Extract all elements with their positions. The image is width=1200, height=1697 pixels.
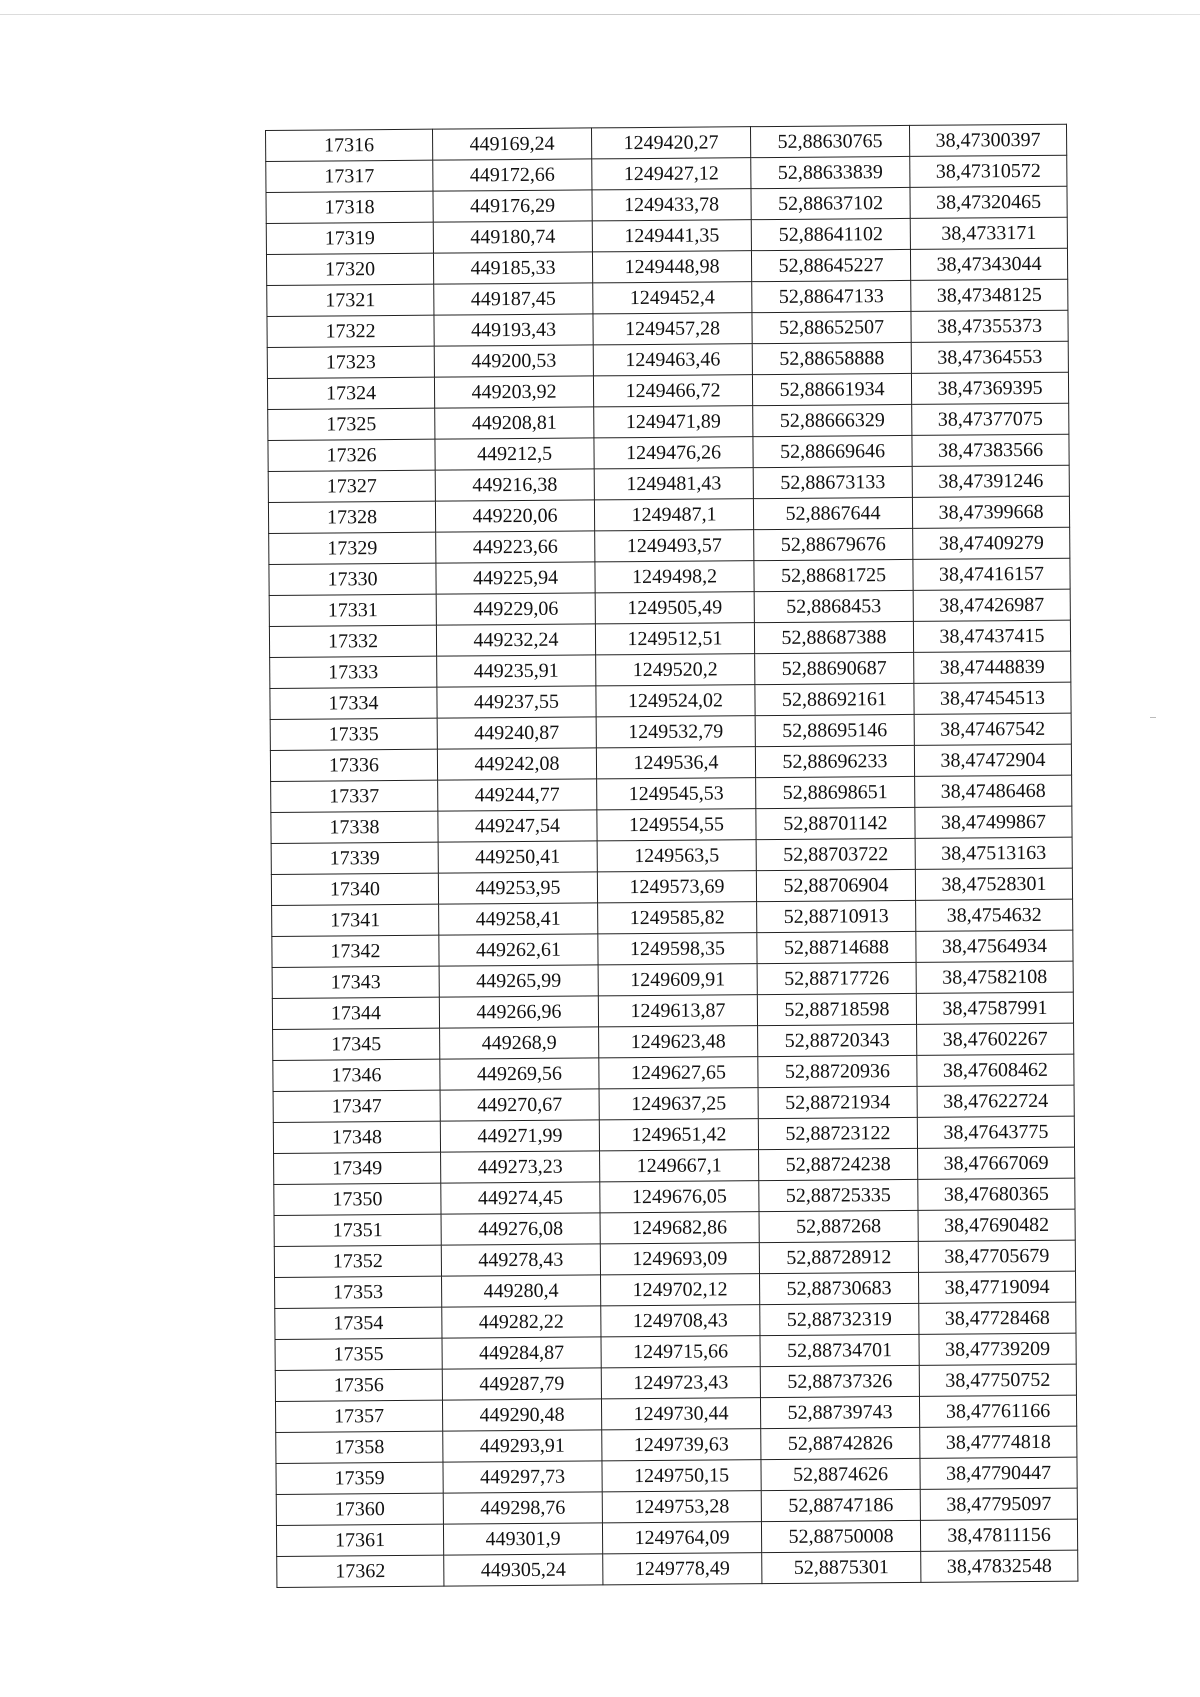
latitude-cell: 52,88630765 [750, 125, 909, 157]
y-coordinate-cell: 1249466,72 [593, 375, 752, 407]
latitude-cell: 52,88720936 [758, 1055, 917, 1087]
y-coordinate-cell: 1249573,69 [597, 871, 756, 903]
longitude-cell: 38,47310572 [910, 155, 1067, 187]
longitude-cell: 38,47774818 [920, 1426, 1077, 1458]
x-coordinate-cell: 449242,08 [437, 748, 596, 780]
longitude-cell: 38,47719094 [918, 1271, 1075, 1303]
point-number-cell: 17328 [268, 501, 435, 533]
longitude-cell: 38,47790447 [920, 1457, 1077, 1489]
y-coordinate-cell: 1249512,51 [595, 623, 754, 655]
longitude-cell: 38,47426987 [913, 589, 1070, 621]
latitude-cell: 52,88692161 [755, 683, 914, 715]
y-coordinate-cell: 1249651,42 [599, 1119, 758, 1151]
x-coordinate-cell: 449240,87 [437, 717, 596, 749]
latitude-cell: 52,88641102 [751, 218, 910, 250]
point-number-cell: 17339 [271, 842, 438, 874]
x-coordinate-cell: 449284,87 [442, 1337, 601, 1369]
longitude-cell: 38,47528301 [915, 868, 1072, 900]
point-number-cell: 17341 [272, 904, 439, 936]
latitude-cell: 52,88673133 [753, 466, 912, 498]
longitude-cell: 38,47761166 [919, 1395, 1076, 1427]
point-number-cell: 17340 [271, 873, 438, 905]
longitude-cell: 38,47454513 [914, 682, 1071, 714]
point-number-cell: 17348 [273, 1121, 440, 1153]
latitude-cell: 52,88737326 [760, 1365, 919, 1397]
x-coordinate-cell: 449212,5 [435, 438, 594, 470]
coordinates-table-body [266, 124, 1078, 1587]
longitude-cell: 38,47728468 [919, 1302, 1076, 1334]
point-number-cell: 17356 [275, 1369, 442, 1401]
x-coordinate-cell: 449247,54 [438, 810, 597, 842]
point-number-cell: 17336 [270, 749, 437, 781]
latitude-cell: 52,88681725 [754, 559, 913, 591]
x-coordinate-cell: 449223,66 [436, 531, 595, 563]
longitude-cell: 38,47467542 [914, 713, 1071, 745]
latitude-cell: 52,88742826 [761, 1427, 920, 1459]
x-coordinate-cell: 449290,48 [442, 1399, 601, 1431]
point-number-cell: 17337 [271, 780, 438, 812]
longitude-cell: 38,47705679 [918, 1240, 1075, 1272]
y-coordinate-cell: 1249730,44 [601, 1398, 760, 1430]
point-number-cell: 17327 [268, 470, 435, 502]
point-number-cell: 17360 [276, 1493, 443, 1525]
y-coordinate-cell: 1249613,87 [598, 995, 757, 1027]
point-number-cell: 17319 [266, 222, 433, 254]
latitude-cell: 52,88730683 [759, 1272, 918, 1304]
x-coordinate-cell: 449187,45 [434, 283, 593, 315]
y-coordinate-cell: 1249427,12 [592, 158, 751, 190]
latitude-cell: 52,88732319 [760, 1303, 919, 1335]
x-coordinate-cell: 449216,38 [435, 469, 594, 501]
y-coordinate-cell: 1249545,53 [597, 778, 756, 810]
y-coordinate-cell: 1249676,05 [600, 1181, 759, 1213]
latitude-cell: 52,88717726 [757, 962, 916, 994]
x-coordinate-cell: 449193,43 [434, 314, 593, 346]
y-coordinate-cell: 1249585,82 [598, 902, 757, 934]
y-coordinate-cell: 1249708,43 [601, 1305, 760, 1337]
latitude-cell: 52,88701142 [756, 807, 915, 839]
point-number-cell: 17330 [269, 563, 436, 595]
latitude-cell: 52,88706904 [756, 869, 915, 901]
longitude-cell: 38,47750752 [919, 1364, 1076, 1396]
x-coordinate-cell: 449280,4 [442, 1275, 601, 1307]
x-coordinate-cell: 449220,06 [435, 500, 594, 532]
point-number-cell: 17323 [267, 346, 434, 378]
latitude-cell: 52,8868453 [754, 590, 913, 622]
latitude-cell: 52,88703722 [756, 838, 915, 870]
point-number-cell: 17324 [267, 377, 434, 409]
x-coordinate-cell: 449250,41 [438, 841, 597, 873]
longitude-cell: 38,47343044 [910, 248, 1067, 280]
latitude-cell: 52,8875301 [762, 1551, 921, 1583]
x-coordinate-cell: 449273,23 [441, 1151, 600, 1183]
longitude-cell: 38,47409279 [913, 527, 1070, 559]
longitude-cell: 38,47622724 [917, 1085, 1074, 1117]
point-number-cell: 17362 [277, 1555, 444, 1587]
point-number-cell: 17346 [273, 1059, 440, 1091]
latitude-cell: 52,88669646 [753, 435, 912, 467]
x-coordinate-cell: 449278,43 [441, 1244, 600, 1276]
latitude-cell: 52,88658888 [752, 342, 911, 374]
latitude-cell: 52,88679676 [754, 528, 913, 560]
longitude-cell: 38,4733171 [910, 217, 1067, 249]
latitude-cell: 52,88633839 [751, 156, 910, 188]
latitude-cell: 52,88724238 [759, 1148, 918, 1180]
x-coordinate-cell: 449258,41 [439, 903, 598, 935]
longitude-cell: 38,47486468 [915, 775, 1072, 807]
y-coordinate-cell: 1249609,91 [598, 964, 757, 996]
latitude-cell: 52,88723122 [758, 1117, 917, 1149]
x-coordinate-cell: 449301,9 [443, 1523, 602, 1555]
latitude-cell: 52,88718598 [757, 993, 916, 1025]
longitude-cell: 38,47320465 [910, 186, 1067, 218]
longitude-cell: 38,47643775 [917, 1116, 1074, 1148]
point-number-cell: 17332 [269, 625, 436, 657]
y-coordinate-cell: 1249441,35 [592, 220, 751, 252]
point-number-cell: 17342 [272, 935, 439, 967]
latitude-cell: 52,88647133 [752, 280, 911, 312]
y-coordinate-cell: 1249471,89 [594, 406, 753, 438]
y-coordinate-cell: 1249739,63 [602, 1429, 761, 1461]
latitude-cell: 52,88728912 [759, 1241, 918, 1273]
x-coordinate-cell: 449287,79 [442, 1368, 601, 1400]
longitude-cell: 38,47448839 [914, 651, 1071, 683]
latitude-cell: 52,8874626 [761, 1458, 920, 1490]
y-coordinate-cell: 1249433,78 [592, 189, 751, 221]
scan-speck [1150, 717, 1156, 718]
x-coordinate-cell: 449237,55 [437, 686, 596, 718]
coordinates-table [265, 124, 1078, 1588]
latitude-cell: 52,88690687 [755, 652, 914, 684]
x-coordinate-cell: 449176,29 [433, 190, 592, 222]
longitude-cell: 38,47602267 [917, 1023, 1074, 1055]
x-coordinate-cell: 449185,33 [433, 252, 592, 284]
x-coordinate-cell: 449203,92 [434, 376, 593, 408]
longitude-cell: 38,47811156 [920, 1519, 1077, 1551]
latitude-cell: 52,88739743 [760, 1396, 919, 1428]
y-coordinate-cell: 1249487,1 [594, 499, 753, 531]
x-coordinate-cell: 449229,06 [436, 593, 595, 625]
y-coordinate-cell: 1249498,2 [595, 561, 754, 593]
longitude-cell: 38,47795097 [920, 1488, 1077, 1520]
point-number-cell: 17351 [274, 1214, 441, 1246]
y-coordinate-cell: 1249452,4 [593, 282, 752, 314]
point-number-cell: 17361 [276, 1524, 443, 1556]
latitude-cell: 52,88652507 [752, 311, 911, 343]
x-coordinate-cell: 449180,74 [433, 221, 592, 253]
point-number-cell: 17353 [275, 1276, 442, 1308]
x-coordinate-cell: 449262,61 [439, 934, 598, 966]
longitude-cell: 38,47355373 [911, 310, 1068, 342]
y-coordinate-cell: 1249524,02 [596, 685, 755, 717]
x-coordinate-cell: 449225,94 [436, 562, 595, 594]
latitude-cell: 52,88637102 [751, 187, 910, 219]
y-coordinate-cell: 1249463,46 [593, 344, 752, 376]
y-coordinate-cell: 1249667,1 [600, 1150, 759, 1182]
x-coordinate-cell: 449271,99 [440, 1120, 599, 1152]
x-coordinate-cell: 449232,24 [436, 624, 595, 656]
y-coordinate-cell: 1249554,55 [597, 809, 756, 841]
x-coordinate-cell: 449169,24 [432, 128, 591, 160]
point-number-cell: 17344 [272, 997, 439, 1029]
y-coordinate-cell: 1249764,09 [602, 1522, 761, 1554]
latitude-cell: 52,88725335 [759, 1179, 918, 1211]
point-number-cell: 17318 [266, 191, 433, 223]
point-number-cell: 17335 [270, 718, 437, 750]
y-coordinate-cell: 1249481,43 [594, 468, 753, 500]
point-number-cell: 17333 [270, 656, 437, 688]
longitude-cell: 38,47348125 [911, 279, 1068, 311]
latitude-cell: 52,88721934 [758, 1086, 917, 1118]
latitude-cell: 52,8867644 [753, 497, 912, 529]
x-coordinate-cell: 449269,56 [440, 1058, 599, 1090]
x-coordinate-cell: 449253,95 [438, 872, 597, 904]
point-number-cell: 17329 [269, 532, 436, 564]
latitude-cell: 52,88687388 [754, 621, 913, 653]
y-coordinate-cell: 1249457,28 [593, 313, 752, 345]
y-coordinate-cell: 1249682,86 [600, 1212, 759, 1244]
longitude-cell: 38,47399668 [912, 496, 1069, 528]
x-coordinate-cell: 449208,81 [435, 407, 594, 439]
longitude-cell: 38,47369395 [911, 372, 1068, 404]
longitude-cell: 38,47690482 [918, 1209, 1075, 1241]
y-coordinate-cell: 1249536,4 [596, 747, 755, 779]
longitude-cell: 38,47377075 [912, 403, 1069, 435]
longitude-cell: 38,47587991 [916, 992, 1073, 1024]
latitude-cell: 52,88666329 [753, 404, 912, 436]
x-coordinate-cell: 449274,45 [441, 1182, 600, 1214]
y-coordinate-cell: 1249420,27 [591, 127, 750, 159]
x-coordinate-cell: 449200,53 [434, 345, 593, 377]
latitude-cell: 52,88714688 [757, 931, 916, 963]
y-coordinate-cell: 1249702,12 [601, 1274, 760, 1306]
latitude-cell: 52,88750008 [761, 1520, 920, 1552]
x-coordinate-cell: 449172,66 [433, 159, 592, 191]
latitude-cell: 52,88661934 [752, 373, 911, 405]
x-coordinate-cell: 449265,99 [439, 965, 598, 997]
point-number-cell: 17325 [268, 408, 435, 440]
point-number-cell: 17350 [274, 1183, 441, 1215]
y-coordinate-cell: 1249627,65 [599, 1057, 758, 1089]
x-coordinate-cell: 449298,76 [443, 1492, 602, 1524]
latitude-cell: 52,887268 [759, 1210, 918, 1242]
x-coordinate-cell: 449266,96 [439, 996, 598, 1028]
y-coordinate-cell: 1249623,48 [599, 1026, 758, 1058]
latitude-cell: 52,88645227 [751, 249, 910, 281]
longitude-cell: 38,47582108 [916, 961, 1073, 993]
y-coordinate-cell: 1249715,66 [601, 1336, 760, 1368]
point-number-cell: 17338 [271, 811, 438, 843]
longitude-cell: 38,47739209 [919, 1333, 1076, 1365]
point-number-cell: 17358 [276, 1431, 443, 1463]
latitude-cell: 52,88734701 [760, 1334, 919, 1366]
x-coordinate-cell: 449268,9 [440, 1027, 599, 1059]
y-coordinate-cell: 1249448,98 [592, 251, 751, 283]
point-number-cell: 17317 [266, 160, 433, 192]
y-coordinate-cell: 1249476,26 [594, 437, 753, 469]
point-number-cell: 17352 [274, 1245, 441, 1277]
latitude-cell: 52,88698651 [756, 776, 915, 808]
point-number-cell: 17331 [269, 594, 436, 626]
y-coordinate-cell: 1249505,49 [595, 592, 754, 624]
x-coordinate-cell: 449276,08 [441, 1213, 600, 1245]
point-number-cell: 17354 [275, 1307, 442, 1339]
longitude-cell: 38,47391246 [912, 465, 1069, 497]
longitude-cell: 38,47667069 [918, 1147, 1075, 1179]
y-coordinate-cell: 1249778,49 [603, 1553, 762, 1585]
y-coordinate-cell: 1249493,57 [595, 530, 754, 562]
longitude-cell: 38,4754632 [916, 899, 1073, 931]
longitude-cell: 38,47437415 [913, 620, 1070, 652]
table-row [277, 1550, 1078, 1587]
point-number-cell: 17321 [267, 284, 434, 316]
point-number-cell: 17345 [273, 1028, 440, 1060]
point-number-cell: 17355 [275, 1338, 442, 1370]
point-number-cell: 17347 [273, 1090, 440, 1122]
latitude-cell: 52,88710913 [757, 900, 916, 932]
point-number-cell: 17322 [267, 315, 434, 347]
longitude-cell: 38,47564934 [916, 930, 1073, 962]
y-coordinate-cell: 1249723,43 [601, 1367, 760, 1399]
y-coordinate-cell: 1249753,28 [602, 1491, 761, 1523]
point-number-cell: 17334 [270, 687, 437, 719]
longitude-cell: 38,47680365 [918, 1178, 1075, 1210]
latitude-cell: 52,88695146 [755, 714, 914, 746]
x-coordinate-cell: 449235,91 [437, 655, 596, 687]
longitude-cell: 38,47364553 [911, 341, 1068, 373]
longitude-cell: 38,47513163 [915, 837, 1072, 869]
point-number-cell: 17320 [266, 253, 433, 285]
y-coordinate-cell: 1249598,35 [598, 933, 757, 965]
x-coordinate-cell: 449297,73 [443, 1461, 602, 1493]
longitude-cell: 38,47499867 [915, 806, 1072, 838]
scan-edge-line [0, 14, 1200, 15]
longitude-cell: 38,47300397 [909, 124, 1066, 156]
longitude-cell: 38,47832548 [921, 1550, 1078, 1582]
y-coordinate-cell: 1249637,25 [599, 1088, 758, 1120]
point-number-cell: 17343 [272, 966, 439, 998]
y-coordinate-cell: 1249563,5 [597, 840, 756, 872]
latitude-cell: 52,88747186 [761, 1489, 920, 1521]
y-coordinate-cell: 1249693,09 [600, 1243, 759, 1275]
y-coordinate-cell: 1249750,15 [602, 1460, 761, 1492]
x-coordinate-cell: 449293,91 [443, 1430, 602, 1462]
longitude-cell: 38,47608462 [917, 1054, 1074, 1086]
x-coordinate-cell: 449305,24 [444, 1554, 603, 1586]
longitude-cell: 38,47416157 [913, 558, 1070, 590]
x-coordinate-cell: 449244,77 [438, 779, 597, 811]
point-number-cell: 17359 [276, 1462, 443, 1494]
latitude-cell: 52,88720343 [758, 1024, 917, 1056]
latitude-cell: 52,88696233 [755, 745, 914, 777]
point-number-cell: 17357 [275, 1400, 442, 1432]
x-coordinate-cell: 449282,22 [442, 1306, 601, 1338]
point-number-cell: 17349 [274, 1152, 441, 1184]
longitude-cell: 38,47472904 [914, 744, 1071, 776]
point-number-cell: 17316 [266, 129, 433, 161]
longitude-cell: 38,47383566 [912, 434, 1069, 466]
x-coordinate-cell: 449270,67 [440, 1089, 599, 1121]
y-coordinate-cell: 1249520,2 [596, 654, 755, 686]
y-coordinate-cell: 1249532,79 [596, 716, 755, 748]
point-number-cell: 17326 [268, 439, 435, 471]
